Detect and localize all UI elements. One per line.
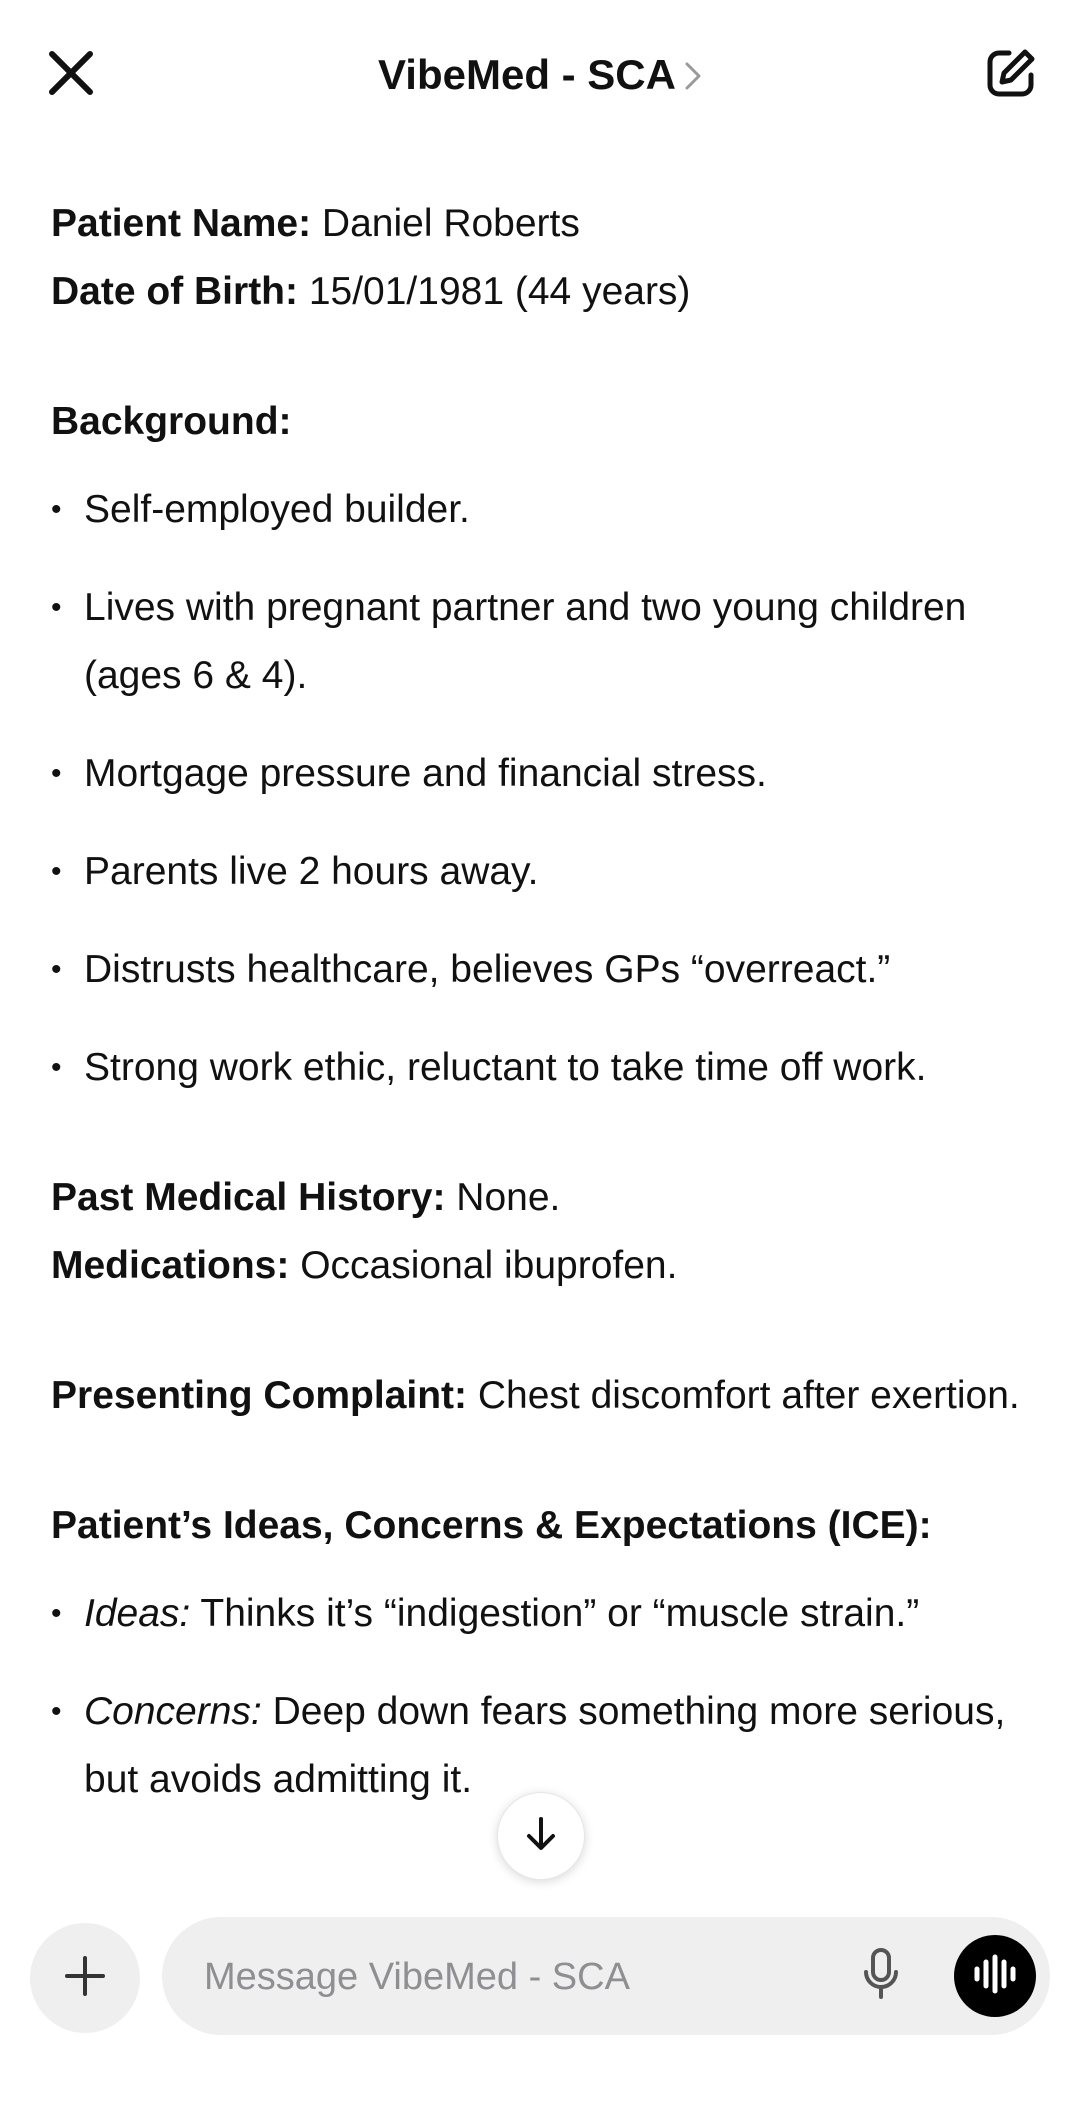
dob-value: 15/01/1981 (44 years) xyxy=(298,270,691,313)
complaint-label: Presenting Complaint: xyxy=(51,1374,468,1417)
add-attachment-button[interactable] xyxy=(30,1923,140,2033)
pmh-line xyxy=(51,1164,1041,1232)
ideas-label: Ideas: xyxy=(84,1592,191,1635)
patient-name-label: Patient Name: xyxy=(51,202,312,245)
complaint-value: Chest discomfort after exertion. xyxy=(467,1374,1020,1417)
ice-ideas-item xyxy=(51,1580,1041,1648)
plus-icon xyxy=(63,1954,107,2003)
chat-title-button[interactable] xyxy=(378,51,702,99)
scroll-to-bottom-button[interactable] xyxy=(497,1792,585,1880)
message-input[interactable] xyxy=(202,1917,806,2037)
concerns-label: Concerns: xyxy=(84,1690,262,1733)
pmh-value: None. xyxy=(445,1176,561,1219)
ice-list xyxy=(51,1580,1041,1814)
message-input-container xyxy=(162,1917,1050,2035)
dob-line xyxy=(51,258,1041,326)
background-list xyxy=(51,476,1041,1102)
new-chat-button[interactable] xyxy=(980,44,1042,106)
patient-name-value: Daniel Roberts xyxy=(311,202,580,245)
list-item: • Strong work ethic, reluctant to take time off work. xyxy=(51,1034,1041,1102)
voice-waveform-icon xyxy=(972,1954,1018,1999)
list-item: • Mortgage pressure and financial stress. xyxy=(51,740,1041,808)
patient-name-line xyxy=(51,190,1041,258)
complaint-line xyxy=(51,1362,1041,1430)
edit-icon xyxy=(985,47,1037,104)
message-content xyxy=(51,190,1041,1814)
ice-heading: Patient’s Ideas, Concerns & Expectations (ICE): xyxy=(51,1504,932,1547)
medications-line xyxy=(51,1232,1041,1300)
microphone-icon xyxy=(861,1947,901,2006)
list-item: • Parents live 2 hours away. xyxy=(51,838,1041,906)
background-heading: Background: xyxy=(51,400,292,443)
dictate-button[interactable] xyxy=(852,1947,910,2005)
concerns-value: Deep down fears something more serious, but avoids admitting it. xyxy=(84,1690,1006,1801)
close-icon xyxy=(46,48,96,103)
list-item: • Distrusts healthcare, believes GPs “overreact.” xyxy=(51,936,1041,1004)
composer-bar xyxy=(0,1905,1080,2102)
dob-label: Date of Birth: xyxy=(51,270,298,313)
medications-value: Occasional ibuprofen. xyxy=(289,1244,678,1287)
top-bar xyxy=(0,0,1080,150)
list-item: • Self-employed builder. xyxy=(51,476,1041,544)
chevron-right-icon xyxy=(684,61,702,91)
page-title: VibeMed - SCA xyxy=(378,51,676,98)
pmh-label: Past Medical History: xyxy=(51,1176,446,1219)
arrow-down-icon xyxy=(521,1814,561,1859)
ideas-value: Thinks it’s “indigestion” or “muscle strain.” xyxy=(190,1592,920,1635)
voice-mode-button[interactable] xyxy=(954,1935,1036,2017)
medications-label: Medications: xyxy=(51,1244,290,1287)
close-button[interactable] xyxy=(40,44,102,106)
list-item: • Lives with pregnant partner and two young children (ages 6 & 4). xyxy=(51,574,1041,710)
